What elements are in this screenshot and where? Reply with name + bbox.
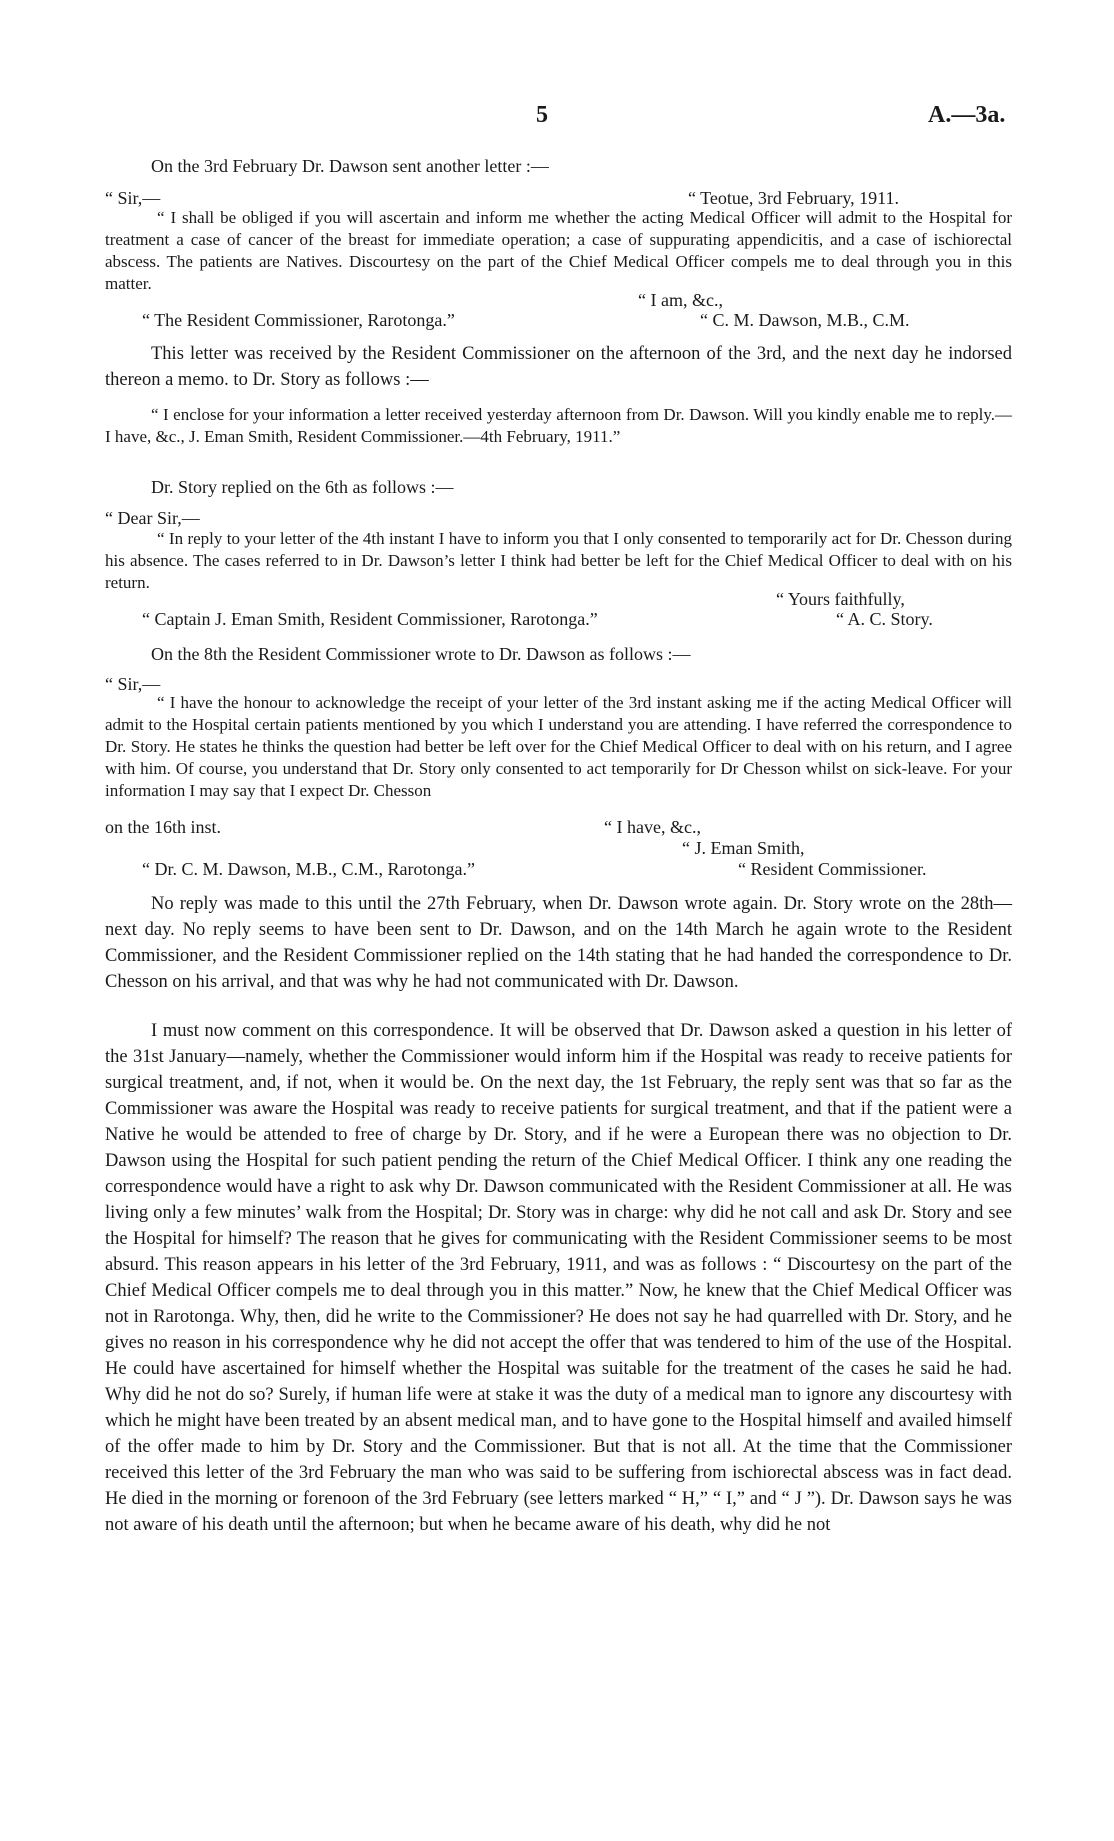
intro-line: On the 3rd February Dr. Dawson sent another letter :—: [151, 156, 549, 176]
letter-body-text: “ I shall be obliged if you will ascertain and inform me whether the acting Medical Officer will admit to the Hospital for treatment a case of cancer of the breast for immediate operation; a case of suppurating appendicitis, and a case of ischiorectal abscess. The patients are Natives. Discourtesy on the part of the Chief Medical Officer compels me to deal through you in this matter.: [105, 208, 1012, 293]
letter-addressee: “ The Resident Commissioner, Rarotonga.”: [142, 310, 455, 330]
letter-closing: “ I have, &c.,: [604, 817, 701, 837]
letter-body: [105, 528, 1012, 594]
letter-body-text: “ I have the honour to acknowledge the receipt of your letter of the 3rd instant asking me if the acting Medical Officer will admit to the Hospital certain patients mentioned by you which I understand you are attending. I have referred the correspondence to Dr. Story. He states he thinks the question had better be left over for the Chief Medical Officer to deal with on his return, and I agree with him. Of course, you understand that Dr. Story only consented to act temporarily for Dr Chesson whilst on sick-leave. For your information I may say that I expect Dr. Chesson: [105, 693, 1012, 800]
letter-addressee: “ Captain J. Eman Smith, Resident Commissioner, Rarotonga.”: [142, 609, 598, 629]
letter-body-text: “ In reply to your letter of the 4th instant I have to inform you that I only consented to temporarily act for Dr. Chesson during his absence. The cases referred to in Dr. Dawson’s letter I think had better be left for the Chief Medical Officer to deal with on his return.: [105, 529, 1012, 592]
intro-line: On the 8th the Resident Commissioner wrote to Dr. Dawson as follows :—: [151, 644, 691, 664]
letter-addressee: “ Dr. C. M. Dawson, M.B., C.M., Rarotonga.”: [142, 859, 475, 879]
letter-signature: “ J. Eman Smith,: [682, 838, 805, 858]
letter-signatory-title: “ Resident Commissioner.: [738, 859, 927, 879]
page-number: 5: [536, 102, 548, 128]
letter-body: [105, 692, 1012, 802]
letter-last-line: on the 16th inst.: [105, 817, 221, 837]
letter-salutation: “ Sir,—: [105, 674, 161, 694]
letter-salutation: “ Dear Sir,—: [105, 508, 200, 528]
letter-signature: “ C. M. Dawson, M.B., C.M.: [700, 310, 910, 330]
document-reference: A.—3a.: [928, 102, 1006, 128]
paragraph-text: No reply was made to this until the 27th February, when Dr. Dawson wrote again. Dr. Story wrote on the 28th—next day. No reply seems to have been sent to Dr. Dawson, and on the 14th March he again wrote to the Resident Commissioner, and the Resident Commissioner replied on the 14th stating that he had handed the correspondence to Dr. Chesson on his arrival, and that was why he had not communicated with Dr. Dawson.: [105, 894, 1012, 992]
intro-line: Dr. Story replied on the 6th as follows :—: [151, 477, 454, 497]
paragraph-text: This letter was received by the Resident Commissioner on the afternoon of the 3rd, and the next day he indorsed thereon a memo. to Dr. Story as follows :—: [105, 344, 1012, 390]
letter-signature: “ A. C. Story.: [836, 609, 933, 629]
letter-salutation: “ Sir,—: [105, 188, 161, 208]
paragraph-text: I must now comment on this correspondence. It will be observed that Dr. Dawson asked a question in his letter of the 31st January—namely, whether the Commissioner would inform him if the Hospital was ready to receive patients for surgical treatment, and, if not, when it would be. On the next day, the 1st February, the reply sent was that so far as the Commissioner was aware the Hospital was ready to receive patients for surgical treatment, and that if the patient were a Native he would be attended to free of charge by Dr. Story, and if he were a European there was no objection to Dr. Dawson using the Hospital for such patient pending the return of the Chief Medical Officer. I think any one reading the correspondence would have a right to ask why Dr. Dawson communicated with the Resident Commissioner at all. He was living only a few minutes’ walk from the Hospital; Dr. Story was in charge: why did he not call and ask Dr. Story and see the Hospital for himself? The reason that he gives for communicating with the Resident Commissioner seems to be most absurd. This reason appears in his letter of the 3rd February, 1911, and was as follows : “ Discourtesy on the part of the Chief Medical Officer compels me to deal through you in this matter.” Now, he knew that the Chief Medical Officer was not in Rarotonga. Why, then, did he write to the Commissioner? He does not say he had quarrelled with Dr. Story, and he gives no reason in his correspondence why he did not accept the offer that was tendered to him of the use of the Hospital. He could have ascertained for himself whether the Hospital was suitable for the treatment of the cases he said he had. Why did he not do so? Surely, if human life were at stake it was the duty of a medical man to ignore any discourtesy with which he might have been treated by an absent medical man, and to have gone to the Hospital himself and availed himself of the offer made to him by Dr. Story and the Commissioner. But that is not all. At the time that the Commissioner received this letter of the 3rd February the man who was said to be suffering from ischiorectal abscess was in fact dead. He died in the morning or forenoon of the 3rd February (see letters marked “ H,” “ I,” and “ J ”). Dr. Dawson says he was not aware of his death until the afternoon; but when he became aware of his death, why did he not: [105, 1021, 1012, 1535]
memo-text: “ I enclose for your information a letter received yesterday afternoon from Dr. Dawson. Will you kindly enable me to reply.—I have, &c., J. Eman Smith, Resident Commissioner.—4th February, 1911.”: [105, 405, 1012, 446]
letter-place-date: “ Teotue, 3rd February, 1911.: [688, 188, 900, 208]
paragraph: [105, 891, 1012, 995]
letter-closing: “ Yours faithfully,: [776, 589, 905, 609]
paragraph: [105, 341, 1012, 393]
letter-body: [105, 207, 1012, 295]
paragraph: [105, 1018, 1012, 1538]
memo: [105, 404, 1012, 448]
letter-closing: “ I am, &c.,: [638, 290, 723, 310]
